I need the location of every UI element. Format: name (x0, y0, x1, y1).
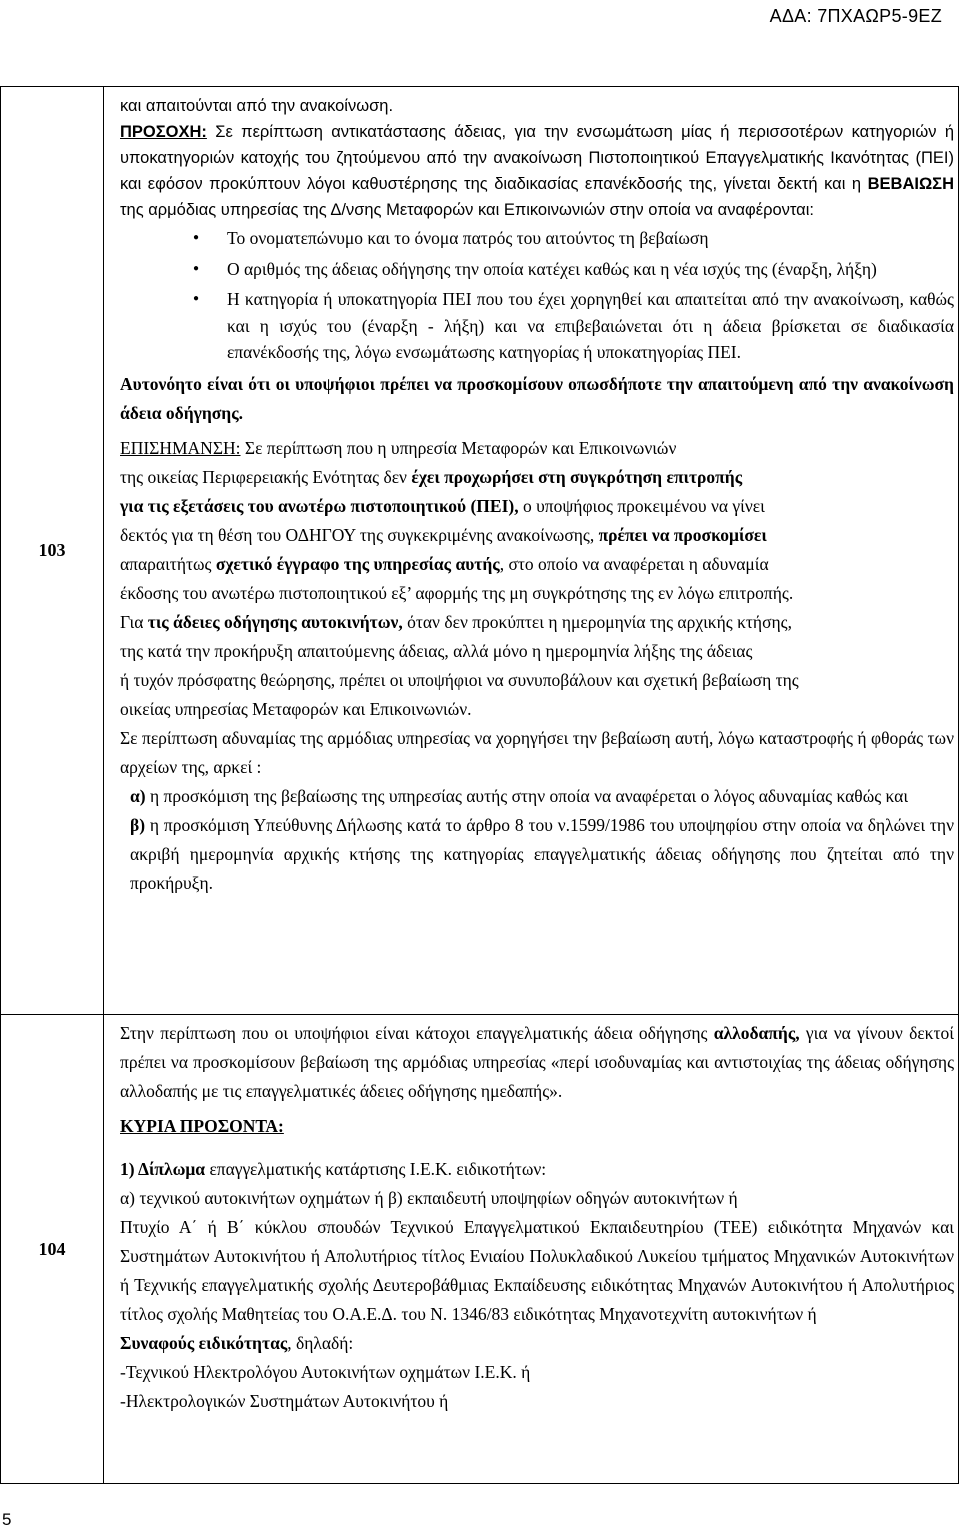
paragraph: της κατά την προκήρυξη απαιτούμενης άδειας, αλλά μόνο η ημερομηνία λήξης της άδειας (120, 640, 753, 661)
paragraph: Συναφούς ειδικότητας, δηλαδή: (120, 1333, 354, 1353)
row-content (104, 87, 959, 1015)
paragraph: και απαιτούνται από την ανακοίνωση. (120, 97, 394, 115)
paragraph: ή τυχόν πρόσφατης θεώρησης, πρέπει οι υποψήφιοι να συνυποβάλουν και σχετική βεβαίωση της (120, 669, 799, 690)
row-number: 104 (1, 1015, 104, 1484)
list-item: ● Ο αριθμός της άδειας οδήγησης την οποία κατέχει καθώς και η νέα ισχύς της (έναρξη, λήξη) (227, 256, 954, 283)
paragraph: για τις εξετάσεις του ανωτέρω πιστοποιητικού (ΠΕΙ), ο υποψήφιος προκειμένου να γίνει (120, 495, 765, 516)
paragraph: ΠΡΟΣΟΧΗ: Σε περίπτωση αντικατάστασης άδειας, για την ενσωμάτωση μίας ή περισσοτέρων κατηγοριών ή υποκατηγοριών κατοχής του ζητούμενου από την ανακοίνωση Πιστοποιητικού Επαγγελματικής Ικανότητας (ΠΕΙ) και εφόσον προκύπτουν λόγοι καθυστέρησης της διαδικασίας επανέκδοσής της, γίνεται δεκτή και η ΒΕΒΑΙΩΣΗ της αρμόδιας υπηρεσίας της Δ/νσης Μεταφορών και Επικοινωνιών στην οποία να αναφέρονται: (120, 123, 954, 219)
section-heading: ΚΥΡΙΑ ΠΡΟΣΟΝΤΑ: (120, 1116, 284, 1136)
paragraph: οικείας υπηρεσίας Μεταφορών και Επικοινωνιών. (120, 698, 472, 719)
ada-code: ΑΔΑ: 7ΠΧΑΩΡ5-9ΕΖ (769, 6, 942, 26)
paragraph: α) η προσκόμιση της βεβαίωσης της υπηρεσίας αυτής στην οποία να αναφέρεται ο λόγος αδυναμίας καθώς και (130, 785, 909, 806)
document-table (0, 86, 959, 1484)
paragraph: -Ηλεκτρολογικών Συστημάτων Αυτοκινήτου ή (120, 1391, 449, 1411)
table-row (1, 87, 959, 1015)
paragraph: Σε περίπτωση αδυναμίας της αρμόδιας υπηρεσίας να χορηγήσει την βεβαίωση αυτή, λόγω καταστροφής ή φθοράς των αρχείων της, αρκεί : (120, 727, 954, 777)
paragraph: έκδοσης του ανωτέρω πιστοποιητικού εξ’ αφορμής της μη συγκρότησης της εν λόγω επιτροπής. (120, 582, 794, 603)
table-row (1, 1015, 959, 1484)
list-item: ● Το ονοματεπώνυμο και το όνομα πατρός του αιτούντος τη βεβαίωση (227, 225, 954, 252)
paragraph: Στην περίπτωση που οι υποψήφιοι είναι κάτοχοι επαγγελματικής άδεια οδήγησης αλλοδαπής, για να γίνουν δεκτοί πρέπει να προσκομίσουν βεβαίωση της αρμόδιας υπηρεσίας «περί ισοδυναμίας και αντιστοιχίας της άδειας οδήγησης αλλοδαπής με τις επαγγελματικές άδειες οδήγησης ημεδαπής». (120, 1023, 954, 1101)
row-number: 103 (1, 87, 104, 1015)
paragraph: Για τις άδειες οδήγησης αυτοκινήτων, όταν δεν προκύπτει η ημερομηνία της αρχικής κτήσης, (120, 611, 792, 632)
list-item: ● Η κατηγορία ή υποκατηγορία ΠΕΙ που του έχει χορηγηθεί και απαιτείται από την ανακοίνωση, καθώς και η ισχύς του (έναρξη - λήξη) και να επιβεβαιώνεται ότι η άδεια βρίσκεται σε διαδικασία επανέκδοσής της, λόγω ενσωμάτωσης κατηγορίας ή υποκατηγορίας ΠΕΙ. (227, 286, 954, 366)
paragraph: β) η προσκόμιση Υπεύθυνης Δήλωσης κατά το άρθρο 8 του ν.1599/1986 του υποψηφίου στην οποία να δηλώνει την ακριβή ημερομηνία αρχικής κτήσης της κατηγορίας επαγγελματικής άδειας οδήγησης που ζητείται από την προκήρυξη. (130, 814, 954, 893)
paragraph: Αυτονόητο είναι ότι οι υποψήφιοι πρέπει να προσκομίσουν οπωσδήποτε την απαιτούμενη από την ανακοίνωση άδεια οδήγησης. (120, 373, 954, 423)
page-number: 5 (2, 1510, 12, 1529)
paragraph: Πτυχίο Α΄ ή Β΄ κύκλου σπουδών Τεχνικού Επαγγελματικού Εκπαιδευτηρίου (ΤΕΕ) ειδικότητα Μηχανών και Συστημάτων Αυτοκινήτου ή Απολυτήριος τίτλος Ενιαίου Πολυκλαδικού Λυκείου τμήματος Μηχανικών Αυτοκινήτων ή Τεχνικής επαγγελματικής σχολής Δευτεροβάθμιας Εκπαίδευσης ειδικότητας Μηχανών Αυτοκινήτου ή Απολυτήριος τίτλος σχολής Μαθητείας του Ο.Α.Ε.Δ. του Ν. 1346/83 ειδικότητας Μηχανοτεχνίτη αυτοκινήτων ή (120, 1217, 954, 1324)
row-content (104, 1015, 959, 1484)
paragraph: της οικείας Περιφερειακής Ενότητας δεν έχει προχωρήσει στη συγκρότηση επιτροπής (120, 466, 743, 487)
paragraph: ΕΠΙΣΗΜΑΝΣΗ: Σε περίπτωση που η υπηρεσία Μεταφορών και Επικοινωνιών (120, 437, 677, 458)
paragraph: δεκτός για τη θέση του ΟΔΗΓΟΥ της συγκεκριμένης ανακοίνωσης, πρέπει να προσκομίσει (120, 524, 767, 545)
paragraph: α) τεχνικού αυτοκινήτων οχημάτων ή β) εκπαιδευτή υποψηφίων οδηγών αυτοκινήτων ή (120, 1188, 738, 1208)
paragraph: -Τεχνικού Ηλεκτρολόγου Αυτοκινήτων οχημάτων Ι.Ε.Κ. ή (120, 1362, 531, 1382)
paragraph: απαραιτήτως σχετικό έγγραφο της υπηρεσίας αυτής, στο οποίο να αναφέρεται η αδυναμία (120, 553, 769, 574)
bullet-list (120, 225, 954, 366)
paragraph: 1) Δίπλωμα επαγγελματικής κατάρτισης Ι.Ε.Κ. ειδικοτήτων: (120, 1159, 547, 1179)
